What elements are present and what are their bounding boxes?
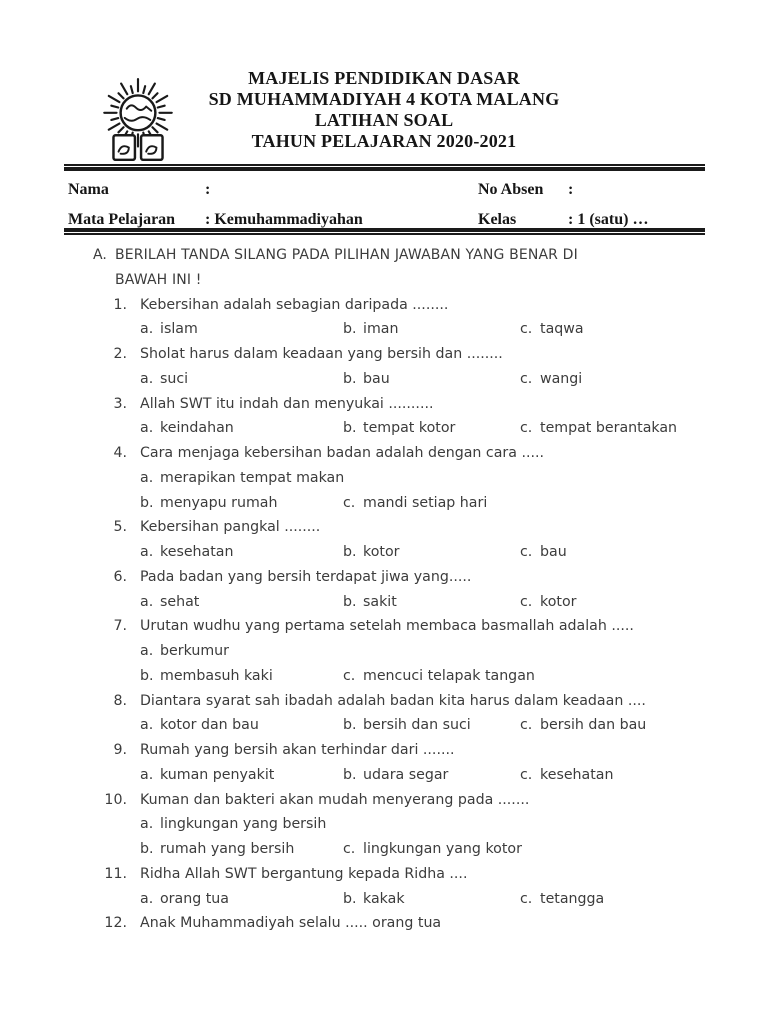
absen-value: : [568, 181, 574, 198]
answer-option [140, 466, 344, 491]
option-label: b. [343, 717, 357, 734]
answer-option [520, 317, 584, 342]
option-label: b. [343, 890, 357, 907]
answer-option [520, 763, 614, 788]
option-text: sakit [363, 593, 397, 610]
answer-option [140, 639, 229, 664]
option-label: c. [343, 841, 356, 857]
option-text: mandi setiap hari [363, 494, 488, 511]
option-text: tempat berantakan [540, 420, 678, 437]
answer-option [343, 540, 520, 565]
question-text: Rumah yang bersih akan terhindar dari ....... [140, 742, 455, 758]
question-number: 7. [113, 618, 127, 635]
answer-option [140, 837, 343, 862]
answer-option [140, 812, 326, 837]
question-row [64, 565, 712, 590]
form-row [64, 179, 705, 201]
question-text: Kuman dan bakteri akan mudah menyerang pada ....... [140, 791, 530, 808]
answer-option [520, 540, 567, 565]
question-text: Cara menjaga kebersihan badan adalah dengan cara ..... [140, 445, 544, 461]
option-label: a. [140, 370, 154, 387]
option-text: kotor [363, 544, 400, 560]
question-text: Kebersihan pangkal ........ [140, 519, 321, 536]
option-label: b. [140, 494, 154, 511]
answer-option [140, 540, 343, 565]
question-row [64, 342, 712, 367]
question-text: Urutan wudhu yang pertama setelah membaca basmallah adalah ..... [140, 618, 634, 635]
options-row [64, 812, 712, 837]
option-text: bau [540, 544, 567, 560]
option-text: udara segar [363, 766, 449, 783]
options-row [64, 491, 712, 516]
header-title-line: MAJELIS PENDIDIKAN DASAR [248, 68, 520, 88]
option-label: b. [343, 321, 357, 338]
option-text: iman [363, 321, 399, 338]
divider-thin-thick [64, 164, 705, 171]
option-text: berkumur [160, 643, 229, 659]
question-number: 9. [113, 742, 127, 758]
question-row [64, 788, 712, 813]
option-label: a. [140, 321, 154, 338]
option-label: a. [140, 766, 154, 783]
options-row [64, 466, 712, 491]
answer-option [343, 664, 535, 689]
options-row [64, 887, 712, 912]
question-row [64, 911, 712, 936]
question-number: 1. [113, 296, 127, 313]
option-label: c. [520, 890, 533, 907]
answer-option [343, 367, 520, 392]
question-text: Kebersihan adalah sebagian daripada ........ [140, 296, 449, 313]
option-text: kuman penyakit [160, 766, 275, 783]
subject-label: Mata Pelajaran [68, 211, 176, 228]
question-row [64, 293, 712, 318]
question-row [64, 392, 712, 417]
options-row [64, 639, 712, 664]
option-text: suci [160, 370, 189, 387]
options-row [64, 664, 712, 689]
divider-thick-thin [64, 228, 705, 235]
answer-option [140, 664, 343, 689]
option-text: wangi [540, 370, 583, 387]
header-title-line: TAHUN PELAJARAN 2020-2021 [251, 131, 517, 151]
option-text: keindahan [160, 420, 234, 437]
question-row [64, 689, 712, 714]
student-info-form [64, 172, 705, 228]
option-label: a. [140, 816, 154, 833]
answer-option [343, 491, 487, 516]
instruction-text-line2: BAWAH INI ! [115, 271, 202, 288]
answer-option [343, 416, 520, 441]
class-label: Kelas [478, 211, 517, 228]
option-label: b. [343, 420, 357, 437]
option-label: c. [343, 667, 356, 684]
class-value: : 1 (satu) … [568, 211, 649, 228]
option-text: sehat [160, 593, 200, 610]
option-label: c. [343, 494, 356, 511]
question-text: Ridha Allah SWT bergantung kepada Ridha .... [140, 865, 468, 882]
answer-option [520, 887, 604, 912]
answer-option [343, 317, 520, 342]
option-text: tetangga [540, 890, 605, 907]
answer-option [140, 887, 343, 912]
option-text: bau [363, 370, 390, 387]
option-label: c. [520, 370, 533, 387]
option-label: a. [140, 420, 154, 437]
answer-option [140, 491, 343, 516]
question-number: 6. [113, 568, 127, 585]
question-number: 5. [113, 519, 127, 536]
question-text: Pada badan yang bersih terdapat jiwa yang..... [140, 568, 472, 585]
option-label: a. [140, 890, 154, 907]
option-text: bersih dan bau [540, 717, 647, 734]
option-label: a. [140, 643, 154, 659]
answer-option [343, 713, 520, 738]
option-label: b. [140, 667, 154, 684]
question-body [64, 243, 712, 936]
header-title-line: LATIHAN SOAL [314, 110, 454, 130]
option-label: c. [520, 321, 533, 338]
options-row [64, 713, 712, 738]
question-row [64, 441, 712, 466]
school-header [0, 68, 768, 152]
option-label: b. [343, 544, 357, 560]
answer-option [520, 590, 576, 615]
answer-option [140, 317, 343, 342]
subject-value: : Kemuhammadiyahan [205, 211, 363, 228]
option-text: mencuci telapak tangan [363, 667, 535, 684]
option-label: c. [520, 420, 533, 437]
instruction-text-line1: BERILAH TANDA SILANG PADA PILIHAN JAWABAN YANG BENAR DI [115, 247, 578, 263]
option-text: lingkungan yang kotor [363, 841, 522, 857]
answer-option [520, 416, 677, 441]
option-text: lingkungan yang bersih [160, 816, 327, 833]
options-row [64, 317, 712, 342]
option-text: kesehatan [160, 544, 234, 560]
question-text: Allah SWT itu indah dan menyukai .......... [140, 395, 434, 412]
options-row [64, 590, 712, 615]
question-text: Anak Muhammadiyah selalu ..... orang tua [140, 915, 442, 932]
absen-label: No Absen [478, 181, 544, 198]
options-row [64, 416, 712, 441]
option-label: c. [520, 766, 533, 783]
option-label: a. [140, 469, 154, 486]
answer-option [140, 367, 343, 392]
option-text: membasuh kaki [160, 667, 273, 684]
question-number: 4. [113, 445, 127, 461]
option-label: c. [520, 717, 533, 734]
option-text: menyapu rumah [160, 494, 278, 511]
answer-option [140, 416, 343, 441]
option-text: taqwa [540, 321, 584, 338]
name-label: Nama [68, 181, 109, 198]
question-row [64, 862, 712, 887]
answer-option [343, 837, 522, 862]
question-number: 11. [104, 865, 127, 882]
question-number: 12. [104, 915, 127, 932]
question-text: Sholat harus dalam keadaan yang bersih dan ........ [140, 346, 503, 362]
question-row [64, 515, 712, 540]
option-text: kakak [363, 890, 405, 907]
options-row [64, 367, 712, 392]
option-text: kotor [540, 593, 577, 610]
option-text: tempat kotor [363, 420, 456, 437]
option-label: b. [343, 766, 357, 783]
option-text: orang tua [160, 890, 229, 907]
question-row [64, 738, 712, 763]
option-text: kesehatan [540, 766, 614, 783]
name-value: : [205, 181, 211, 198]
option-text: bersih dan suci [363, 717, 471, 734]
answer-option [520, 713, 646, 738]
questions [64, 293, 712, 937]
options-row [64, 837, 712, 862]
options-row [64, 540, 712, 565]
answer-option [520, 367, 582, 392]
option-text: rumah yang bersih [160, 841, 295, 857]
option-label: a. [140, 717, 154, 734]
question-text: Diantara syarat sah ibadah adalah badan kita harus dalam keadaan .... [140, 692, 646, 709]
question-number: 10. [104, 791, 127, 808]
question-number: 8. [113, 692, 127, 709]
answer-option [343, 887, 520, 912]
answer-option [343, 763, 520, 788]
option-text: islam [160, 321, 198, 338]
option-text: kotor dan bau [160, 717, 259, 734]
option-label: a. [140, 544, 154, 560]
options-row [64, 763, 712, 788]
section-a-instruction [64, 243, 712, 268]
option-label: a. [140, 593, 154, 610]
option-label: b. [343, 593, 357, 610]
option-label: c. [520, 544, 533, 560]
question-number: 3. [113, 395, 127, 412]
question-number: 2. [113, 346, 127, 362]
answer-option [140, 763, 343, 788]
option-text: merapikan tempat makan [160, 469, 345, 486]
option-label: c. [520, 593, 533, 610]
answer-option [140, 713, 343, 738]
answer-option [343, 590, 520, 615]
header-title-line: SD MUHAMMADIYAH 4 KOTA MALANG [208, 89, 560, 109]
option-label: b. [343, 370, 357, 387]
question-row [64, 614, 712, 639]
option-label: b. [140, 841, 154, 857]
section-letter: A. [93, 247, 107, 263]
answer-option [140, 590, 343, 615]
